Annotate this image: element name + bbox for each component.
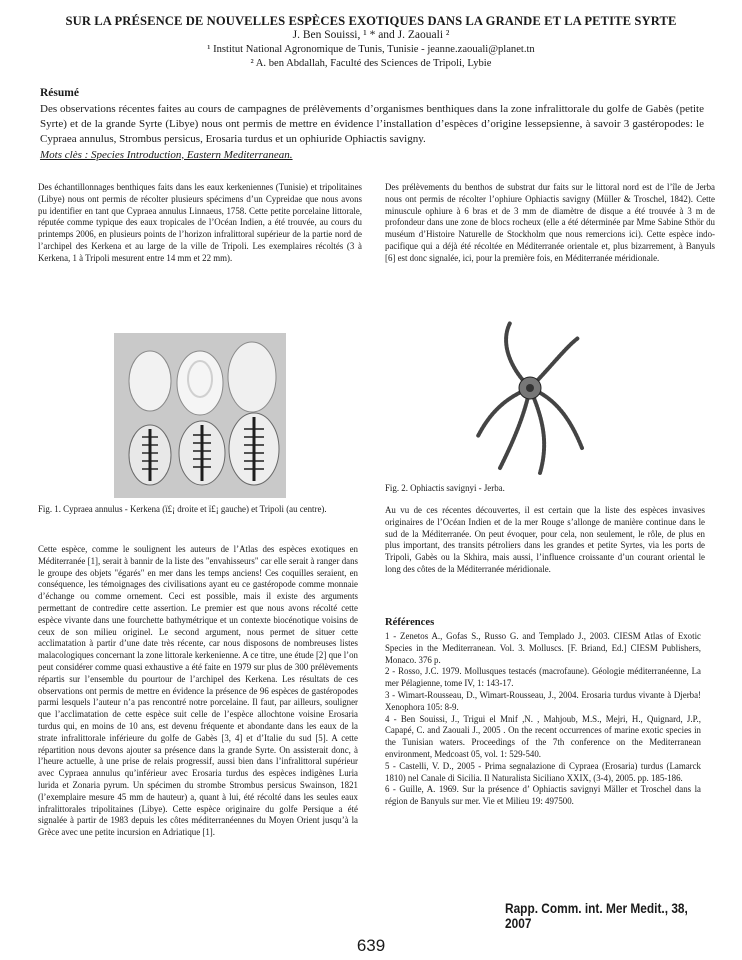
resume-text: Des observations récentes faites au cours de campagnes de prélèvements d’organismes benthiques dans la zone infralittorale du golfe de Gabès (petite Syrte) et de la grande Syrte (Libye) nous ont permis de mettre en évidence l’installation d’espèces d’origine lessepsienne, à savoir 3 gastéropodes: le Cypraea annulus, Strombus persicus, Erosaria turdus et un ophiuride Ophiactis savigny.	[40, 103, 704, 146]
col1-p2-text: Cette espèce, comme le soulignent les auteurs de l’Atlas des espèces exotiques en Méditerranée [1], serait à bannir de la liste des "envahisseurs" car elle serait à ranger dans le groupe des objets "égarés" en mer dans les temps anciens! Ces coquilles seraient, en conséquence, les témoignages des civilisations ayant eu ce gastéropode comme monnaie d’échange ou comme ornement. Ceci est possible, mais il existe des arguments permettant de contredire cette assertion. Le premier est que nous avons récolté cette espèce vivante dans une fourchette bathymétrique et un contexte biocénotique voisins de ceux de son milieu originel. Le second argument, nous permet de situer cette acclimatation à partir d’une date très récente, car nous disposons de nombreuses listes malacologiques concernant la zone littorale kerkenienne. A ce titre, une étude [2] que l’on peut considérer comme quasi exhaustive a été faite en 1979 sur plus de 300 prélèvements répartis sur l’ensemble du pourtour de l’archipel des Kerkena. Les résultats de ces observations ont permis de mettre en évidence la présence de 96 espèces de gastéropodes parmi lesquels l’auteur n’a pas rencontré notre porcelaine. Il faut, par ailleurs, souligner que l’acclimatation de cette espèce suit celle de l’espèce allochtone voisine Erosaria turdus qui, en moins de 10 ans, est devenu fréquente et abondante dans les eaux de la strate infralittorale inférieure du golfe de Gabès [3, 4] et d’Italie du sud [5]. A cette répartition nous devons ajouter sa présence dans la grande Syrte. On assisterait donc, à l’heure actuelle, à une prise de relais progressif, aussi bien dans l’infralittoral supérieur avec Cypraea annulus qu’inférieur avec Erosaria turdus des espèces indigènes Luria lurida et Zonaria pyrum. Un spécimen du strombe Strombus persicus Swainson, 1821 (l’exemplaire mesure 45 mm de hauteur) a, quant à lui, été récolté dans les seules eaux infralittorales tripolitaines (Libye). Cette espèce originaire du golfe Persique a été signalée à partir de 1983 depuis les côtes méditerranéennes du Moyen Orient jusqu’à la Grèce avec une petite incursion en Adriatique [1].	[38, 544, 358, 838]
brittle-star-image	[470, 318, 590, 478]
references-list	[385, 631, 701, 808]
references-heading: Références	[385, 617, 435, 628]
col2-paragraph-2	[385, 505, 705, 576]
col1-paragraph-1	[38, 182, 362, 265]
figure-2-ophiactis-drawing	[470, 318, 590, 478]
figure-2-caption: Fig. 2. Ophiactis savignyi - Jerba.	[385, 483, 505, 493]
resume-abstract	[40, 102, 704, 163]
reference-item: 6 - Guille, A. 1969. Sur la présence d’ Ophiactis savignyi Mäller et Troschel dans la région de Banyuls sur mer. Vie et Milieu 19: 497500.	[385, 784, 701, 807]
resume-heading: Résumé	[40, 87, 79, 99]
col1-paragraph-2	[38, 544, 358, 839]
col1-p1-text: Des échantillonnages benthiques faits dans les eaux kerkeniennes (Tunisie) et tripolitaines (Libye) nous ont permis de récolter plusieurs spécimens d’un Cypreidae que nous avons pu identifier en tant que Cypraea annulus Linnaeus, 1758. Cette petite porcelaine littorale, réputée comme typique des eaux tropicales de l’Océan Indien, a été trouvée, au cours du printemps 2006, en plusieurs points de l’horizon infralittoral supérieur de la partie nord de l’archipel des Kerkena et au large de la ville de Tripoli. Les exemplaires récoltés (3 à Kerkena, 1 à Tripoli mesurent entre 14 mm et 22 mm).	[38, 182, 362, 263]
figure-1-cypraea-photo	[114, 333, 286, 498]
affiliation-2: ² A. ben Abdallah, Faculté des Sciences de Tripoli, Lybie	[250, 58, 492, 69]
col2-p2-text: Au vu de ces récentes découvertes, il est certain que la liste des espèces invasives originaires de l’Océan Indien et de la mer Rouge s’allonge de manière continue dans le sud de la Méditerranée. On peut évoquer, pour cela, non seulement, le rôle, de plus en plus important, des transits pétroliers dans les grandes et petite Syrtes, via les ports de Tripoli, Gabès ou la Skhira, mais aussi, l’influence croissante d’un courant oriental le long des côtes de la Méditerranée méridionale.	[385, 505, 705, 574]
reference-item: 5 - Castelli, V. D., 2005 - Prima segnalazione di Cypraea (Erosaria) turdus (Lamarck 1810) nel Canale di Sicilia. Il Naturalista Siciliano XXIX, (3-4), 2005. pp. 185-186.	[385, 760, 701, 783]
reference-item: 4 - Ben Souissi, J., Trigui el Mnif ,N. , Mahjoub, M.S., Mejri, H., Quignard, J.P., Capapé, C. and Zaouali J., 2005 . On the recent occurrences of marine exotic species in the Tunisian waters. Proceedings of the 7th conference on the Mediterranean environment, Medcoast 05, vol. 1: 529-540.	[385, 713, 701, 759]
journal-citation: Rapp. Comm. int. Mer Medit., 38, 2007	[505, 901, 688, 931]
keywords: Mots clès : Species Introduction, Eastern Mediterranean.	[40, 148, 293, 161]
page-number: 639	[356, 936, 386, 955]
cowrie-shells-image	[114, 333, 286, 498]
reference-item: 3 - Wimart-Rousseau, D., Wimart-Rousseau, J., 2004. Erosaria turdus vivante à Djerba! Xenophora 105: 8-9.	[385, 689, 701, 712]
col2-paragraph-1	[385, 182, 715, 265]
figure-1-caption: Fig. 1. Cypraea annulus - Kerkena (ï£¡ droite et ï£¡ gauche) et Tripoli (au centre).	[38, 504, 327, 514]
affiliation-1: ¹ Institut National Agronomique de Tunis, Tunisie - jeanne.zaouali@planet.tn	[207, 44, 535, 55]
reference-item: 2 - Rosso, J.C. 1979. Mollusques testacés (macrofaune). Géologie méditerranéenne, La mer Pélagienne, tome IV, 1: 143-17.	[385, 666, 701, 689]
reference-item: 1 - Zenetos A., Gofas S., Russo G. and Templado J., 2003. CIESM Atlas of Exotic Species in the Mediterranean. Vol. 3. Molluscs. [F. Briand, Ed.] CIESM Publishers, Monaco. 376 p.	[385, 631, 701, 665]
authors: J. Ben Souissi, ¹ * and J. Zaouali ²	[292, 29, 450, 41]
col2-p1-text: Des prélèvements du benthos de substrat dur faits sur le littoral nord est de l’île de Jerba nous ont permis de récolter l’ophiure Ophiactis savigny (Müller & Troschel, 1842). Cette minuscule ophiure à 6 bras et de 3 mm de diamètre de disque a été trouvée à 3 m de profondeur dans une zone de blocs rocheux (elle a été déterminée par Mme Sabine Sthör du muséum d’Histoire Naturelle de Stockholm que nous remercions ici). Cette espèce indo-pacifique qui a déjà été récoltée en Méditerranée orientale et, plus bizarrement, à Banyuls [6] est donc signalée, ici, pour la première fois, en Méditerranée méridionale.	[385, 182, 715, 263]
paper-title: SUR LA PRÉSENCE DE NOUVELLES ESPÈCES EXOTIQUES DANS LA GRANDE ET LA PETITE SYRTE	[65, 14, 677, 28]
